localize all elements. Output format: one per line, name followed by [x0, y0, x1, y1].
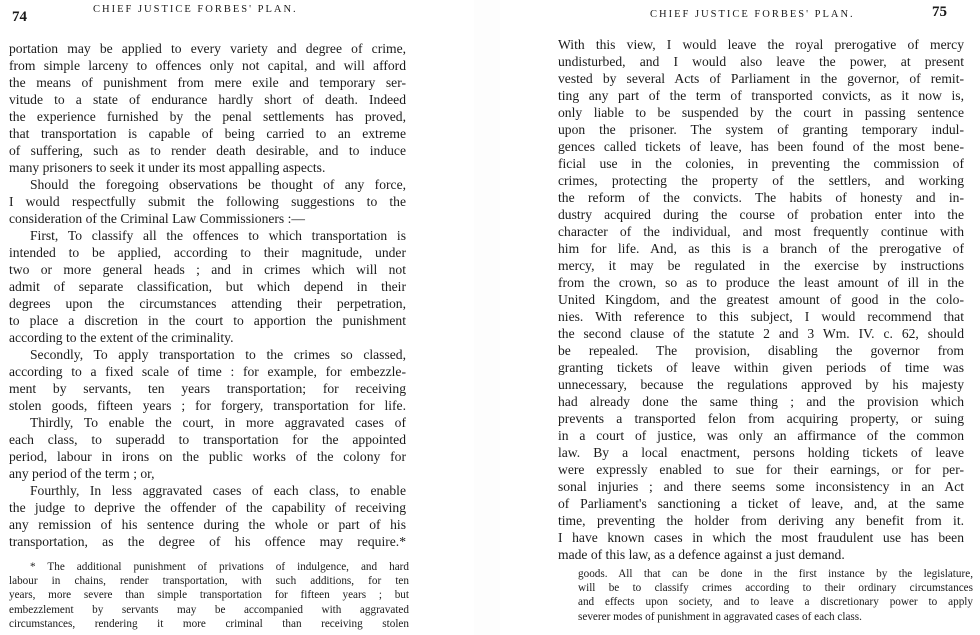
text-line: gences called tickets of leave, has been found of the most bene- [558, 139, 964, 154]
book-gutter [474, 0, 500, 635]
text-line: unnecessary, because the regulations approved by his majesty [558, 377, 964, 392]
text-line: vitude to a state of endurance hardly short of death. Indeed [9, 92, 406, 107]
text-line: consideration of the Criminal Law Commissioners :— [9, 211, 305, 226]
text-line: degrees upon the circumstances attending their perpetration, [9, 296, 406, 311]
right-footnote [578, 567, 973, 624]
text-line: many prisoners to seek it under its most appalling aspects. [9, 160, 326, 175]
text-line: the second clause of the statute 2 and 3 Wm. IV. c. 62, should [558, 326, 964, 341]
text-line: that transportation is capable of being carried to an extreme [9, 126, 406, 141]
left-page-header [0, 0, 474, 30]
text-line: stolen goods, fifteen years ; for forgery, transportation for life. [9, 398, 406, 413]
text-line: Secondly, To apply transportation to the crimes so classed, [30, 347, 406, 362]
footnote-line: * The additional punishment of privations of indulgence, and hard [30, 561, 409, 573]
text-line: ting any part of the term of transported convicts, as it now is, [558, 88, 964, 103]
text-line: intended to be applied, according to their magnitude, under [9, 245, 406, 260]
text-line: Thirdly, To enable the court, in more aggravated cases of [30, 415, 406, 430]
left-page [0, 0, 474, 635]
text-line: sonal injuries ; and there seems some inconsistency in an Act [558, 479, 964, 494]
right-page-header [500, 0, 980, 30]
text-line: only liable to be suspended by the court in passing sentence [558, 105, 964, 120]
text-line: crimes, protecting the property of the settlers, and working [558, 173, 964, 188]
text-line: transportation, as the degree of his offence may require.* [9, 534, 406, 549]
right-page [500, 0, 980, 635]
text-line: I would respectfully submit the following suggestions to the [9, 194, 406, 209]
text-line: character of the individual, and most frequently continue with [558, 224, 964, 239]
footnote-line: goods. All that can be done in the first instance by the legislature, [578, 568, 973, 580]
footnote-line: labour in chains, render transportation, with such additions, for ten [9, 575, 409, 588]
text-line: With this view, I would leave the royal prerogative of mercy [558, 37, 964, 52]
text-line: of suffering, such as to render death desirable, and to induce [9, 143, 406, 158]
text-line: prevents a transported felon from acquiring property, or suing [558, 411, 964, 426]
running-title: CHIEF JUSTICE FORBES' PLAN. [650, 9, 855, 20]
text-line: from simple larceny to offences only not capital, and will afford [9, 58, 406, 73]
text-line: nies. With reference to this subject, I would recommend that [558, 309, 964, 324]
text-line: be repealed. The provision, disabling the governor from [558, 343, 964, 358]
text-line: mercy, it may be regulated in the exercise by instructions [558, 258, 964, 273]
footnote-line: will be to classify crimes according to their ordinary circumstances [578, 582, 973, 595]
text-line: law. By a local enactment, persons holding tickets of leave [558, 445, 964, 460]
text-line: each class, to superadd to transportation for the appointed [9, 432, 406, 447]
text-line: ficial use in the colonies, in preventing the commission of [558, 156, 964, 171]
text-line: had already done the same thing ; and the provision which [558, 394, 964, 409]
text-line: according to a fixed scale of time : for example, for embezzle- [9, 364, 406, 379]
footnote-line: embezzlement by servants may be accompanied with aggravated [9, 603, 409, 616]
text-line: made of this law, as a defence against a just demand. [558, 547, 845, 562]
text-line: Fourthly, In less aggravated cases of each class, to enable [30, 483, 406, 498]
text-line: granting tickets of leave within given periods of time was [558, 360, 964, 375]
left-footnote [9, 560, 409, 631]
text-line: I have known cases in which the most fraudulent use has been [558, 530, 964, 545]
footnote-line: circumstances, rendering it more criminal than receiving stolen [9, 617, 409, 630]
left-body-text [9, 40, 406, 550]
footnote-line: years, more severe than simple transportation for fifteen years ; but [9, 589, 409, 602]
text-line: period, labour in irons on the public works of the colony for [9, 449, 406, 464]
text-line: dustry acquired during the course of probation enter into the [558, 207, 964, 222]
text-line: portation may be applied to every variety and degree of crime, [9, 41, 406, 56]
text-line: the experience furnished by the penal settlements has proved, [9, 109, 406, 124]
text-line: time, preventing the holder from deriving any benefit from it. [558, 513, 964, 528]
text-line: the judge to deprive the offender of the capability of receiving [9, 500, 406, 515]
right-body-text [558, 36, 964, 563]
text-line: to place a discretion in the court to apportion the punishment [9, 313, 406, 328]
text-line: vested by several Acts of Parliament in the governor, of remit- [558, 71, 964, 86]
footnote-line: and effects upon society, and to leave a discretionary power to apply [578, 596, 973, 609]
page-number: 74 [12, 9, 27, 25]
text-line: of Parliament's sanctioning a ticket of leave, and, at the same [558, 496, 964, 511]
text-line: the means of punishment from mere exile and temporary ser- [9, 75, 406, 90]
text-line: United Kingdom, and the greatest amount of good in the colo- [558, 292, 964, 307]
text-line: were expressly enabled to sue for their earnings, or for per- [558, 462, 964, 477]
text-line: upon the prisoner. The system of granting temporary indul- [558, 122, 964, 137]
text-line: him for life. And, as this is a branch of the prerogative of [558, 241, 964, 256]
text-line: according to the extent of the criminality. [9, 330, 234, 345]
text-line: Should the foregoing observations be thought of any force, [30, 177, 406, 192]
running-title: CHIEF JUSTICE FORBES' PLAN. [93, 4, 298, 15]
page-number: 75 [932, 4, 947, 20]
text-line: two or more general heads ; and in crimes which will not [9, 262, 406, 277]
text-line: First, To classify all the offences to which transportation is [30, 228, 406, 243]
text-line: the reform of the convicts. The habits of honesty and in- [558, 190, 964, 205]
text-line: any period of the term ; or, [9, 466, 155, 481]
text-line: any remission of his sentence during the whole or part of his [9, 517, 406, 532]
text-line: undisturbed, and I would also leave the power, at present [558, 54, 964, 69]
text-line: admit of separate classification, but which depend in their [9, 279, 406, 294]
text-line: from the crown, so as to produce the least amount of ill in the [558, 275, 964, 290]
footnote-line: severer modes of punishment in aggravated cases of each class. [578, 610, 862, 623]
text-line: in a court of justice, was only an affirmance of the common [558, 428, 964, 443]
text-line: ment by servants, ten years transportation; for receiving [9, 381, 406, 396]
